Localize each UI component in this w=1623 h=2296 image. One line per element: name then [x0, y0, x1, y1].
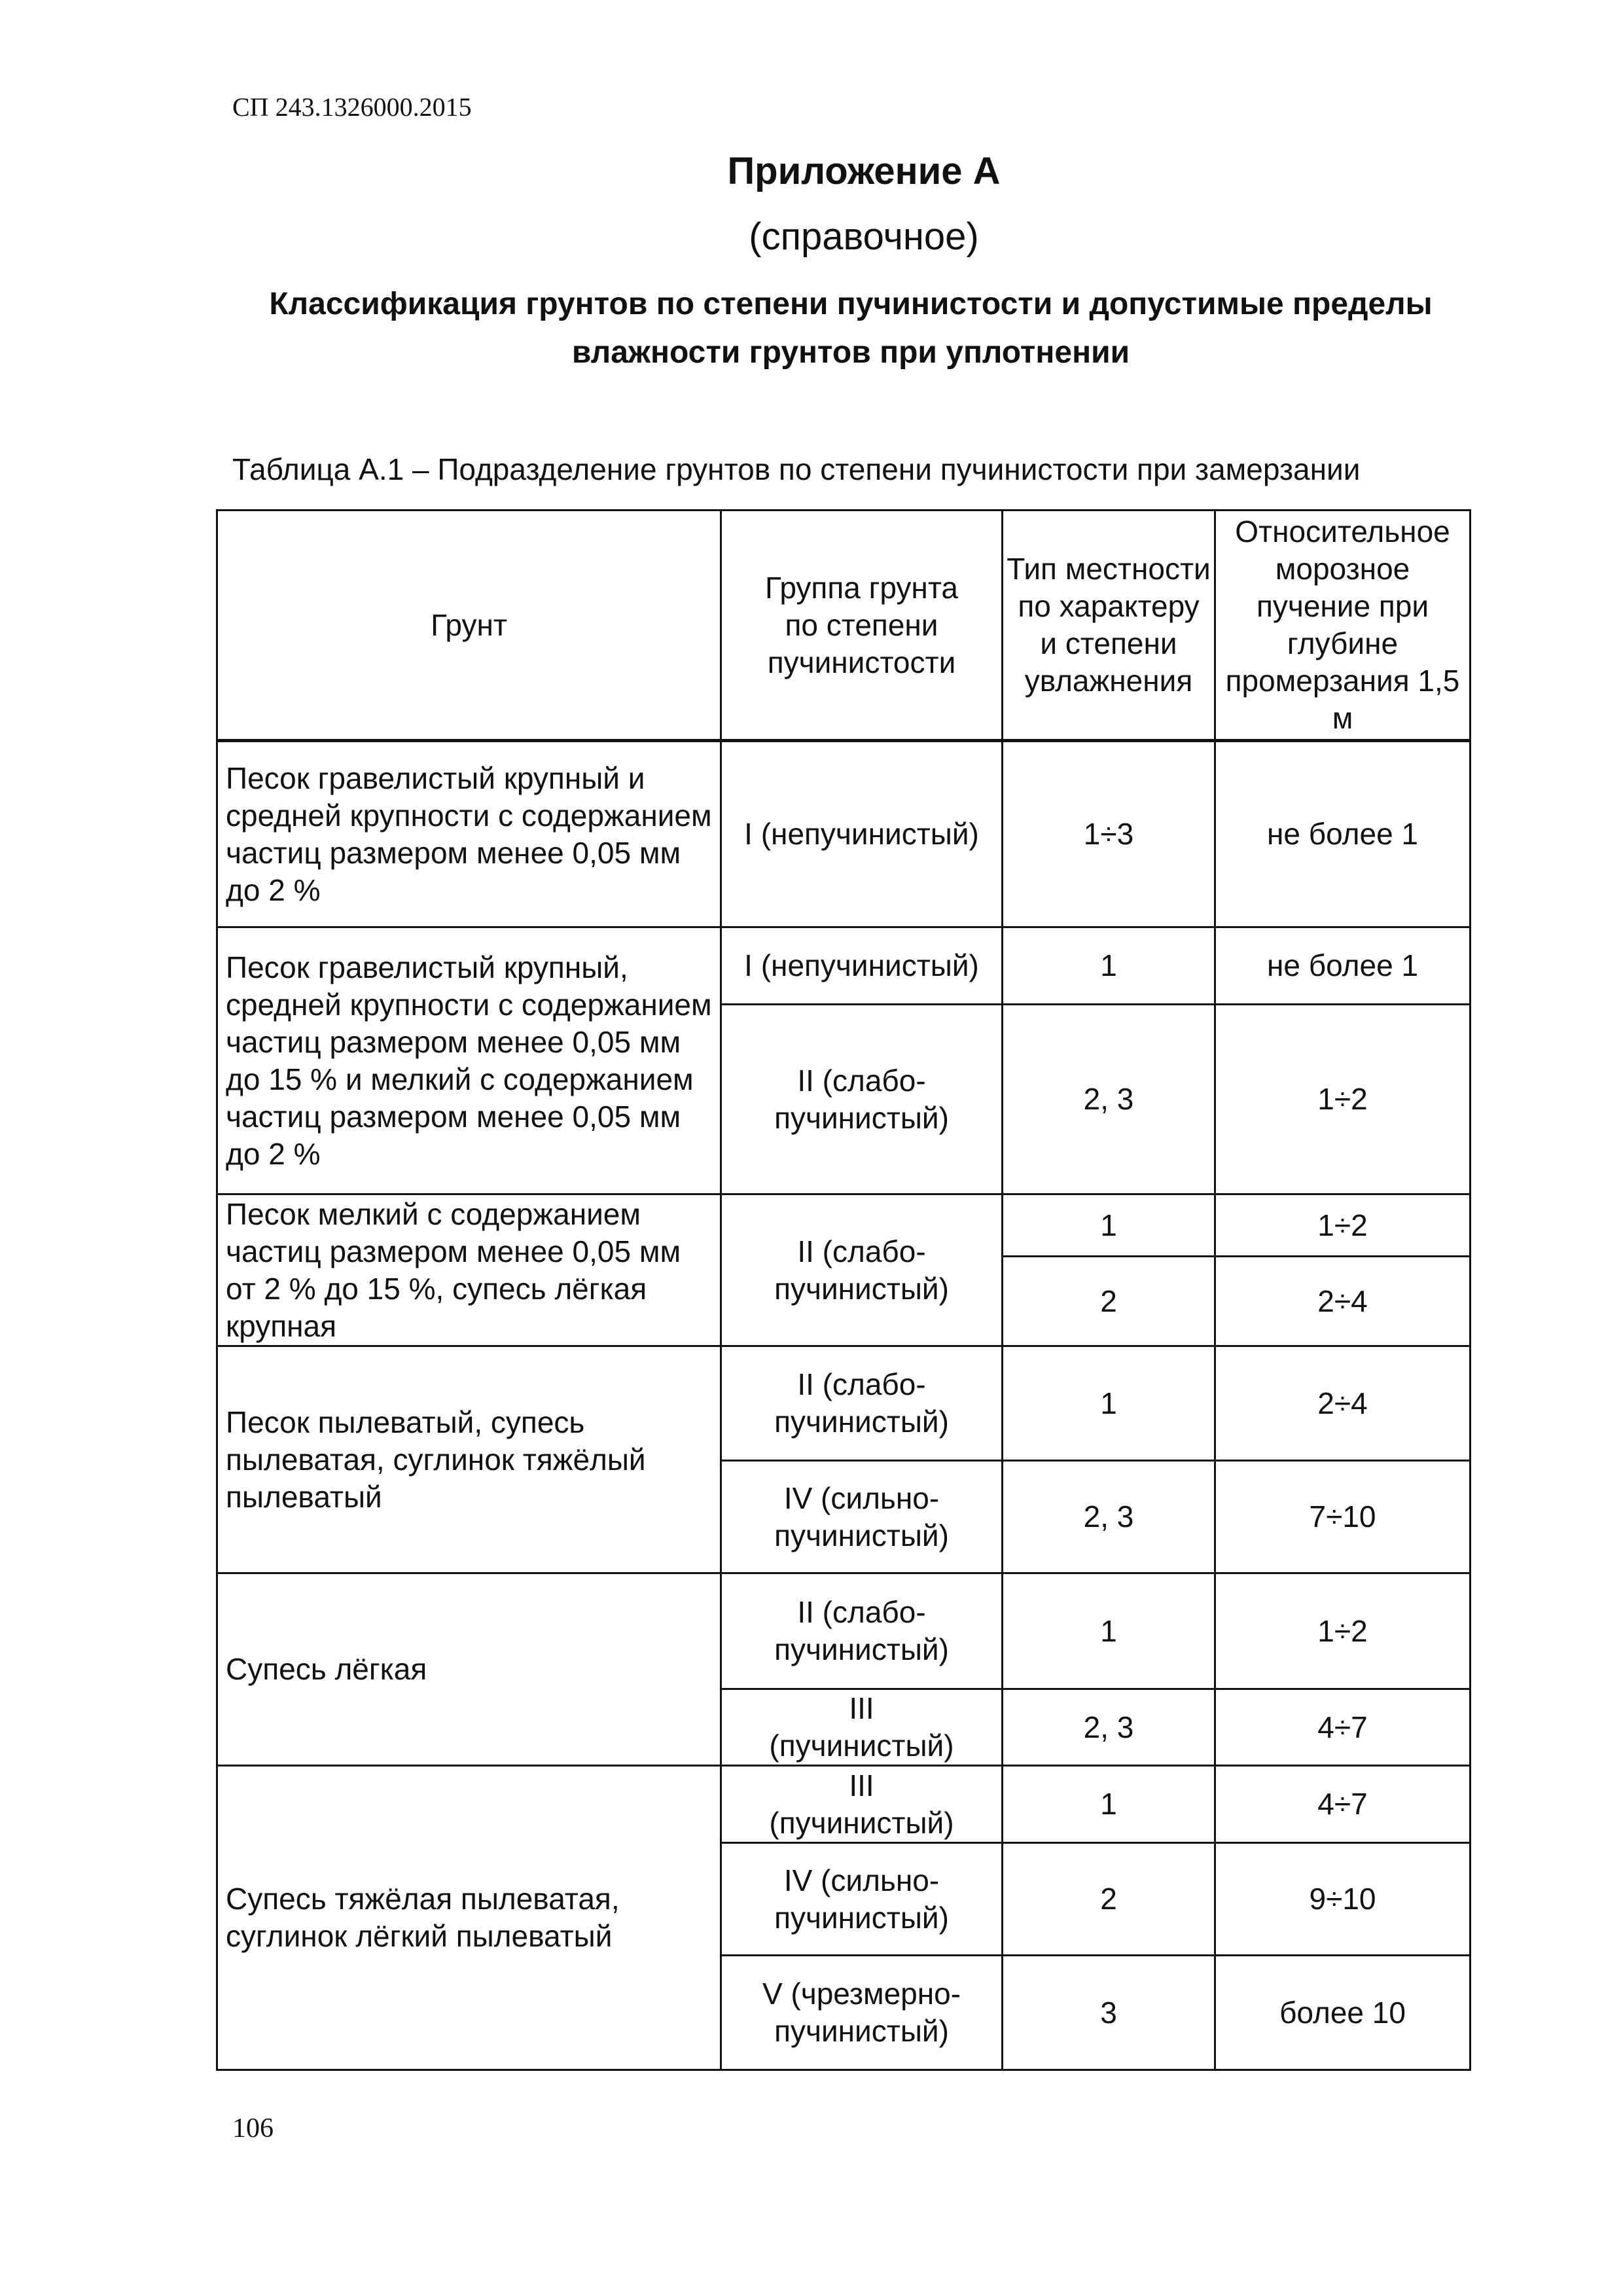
terrain-cell: 1: [1003, 1194, 1215, 1257]
heave-cell: 4÷7: [1215, 1689, 1471, 1766]
group-cell: II (слабо-пучинистый): [721, 1005, 1003, 1194]
terrain-cell: 1: [1003, 1346, 1215, 1461]
section-title: Классификация грунтов по степени пучинистости и допустимые пределы влажности грунтов при уплотнении: [269, 287, 1433, 370]
soil-cell: Песок мелкий с содержанием частиц размером менее 0,05 мм от 2 % до 15 %, супесь лёгкая крупная: [217, 1194, 721, 1346]
terrain-cell: 1: [1003, 1573, 1215, 1689]
soil-cell: Песок гравелистый крупный и средней крупности с содержанием частиц размером менее 0,05 мм до 2 %: [217, 741, 721, 927]
table-row: [217, 1766, 1471, 1843]
heave-cell: не более 1: [1215, 927, 1471, 1005]
soil-cell: Песок гравелистый крупный, средней крупности с содержанием частиц размером менее 0,05 мм до 15 % и мелкий с содержанием частиц размером менее 0,05 мм до 2 %: [217, 927, 721, 1194]
table-row: [217, 1194, 1471, 1257]
page-number: 106: [232, 2113, 274, 2144]
group-cell: III (пучинистый): [721, 1766, 1003, 1843]
table-row: [217, 741, 1471, 927]
heave-cell: более 10: [1215, 1956, 1471, 2070]
heave-cell: 2÷4: [1215, 1257, 1471, 1346]
terrain-cell: 1÷3: [1003, 741, 1215, 927]
frost-heave-table: [216, 509, 1471, 2071]
terrain-cell: 2, 3: [1003, 1689, 1215, 1766]
group-cell: IV (сильно-пучинистый): [721, 1461, 1003, 1573]
heave-cell: 4÷7: [1215, 1766, 1471, 1843]
terrain-cell: 1: [1003, 1766, 1215, 1843]
soil-cell: Супесь лёгкая: [217, 1573, 721, 1766]
group-cell: III (пучинистый): [721, 1689, 1003, 1766]
heave-cell: 9÷10: [1215, 1843, 1471, 1956]
group-cell: V (чрезмерно-пучинистый): [721, 1956, 1003, 2070]
appendix-type: (справочное): [749, 215, 979, 258]
heave-cell: 1÷2: [1215, 1194, 1471, 1257]
appendix-title: Приложение А: [727, 150, 1001, 192]
table-row: [217, 1346, 1471, 1461]
group-cell: II (слабо-пучинистый): [721, 1346, 1003, 1461]
terrain-cell: 3: [1003, 1956, 1215, 2070]
header-terrain: Тип местности по характеру и степени увлажнения: [1003, 511, 1215, 741]
group-cell: II (слабо-пучинистый): [721, 1573, 1003, 1689]
group-cell: I (непучинистый): [721, 741, 1003, 927]
heave-cell: 1÷2: [1215, 1005, 1471, 1194]
header-soil: Грунт: [217, 511, 721, 741]
terrain-cell: 2, 3: [1003, 1461, 1215, 1573]
terrain-cell: 1: [1003, 927, 1215, 1005]
terrain-cell: 2, 3: [1003, 1005, 1215, 1194]
group-cell: IV (сильно-пучинистый): [721, 1843, 1003, 1956]
group-cell: II (слабо-пучинистый): [721, 1194, 1003, 1346]
header-group: Группа грунта по степени пучинистости: [721, 511, 1003, 741]
terrain-cell: 2: [1003, 1257, 1215, 1346]
table-row: [217, 927, 1471, 1005]
heave-cell: 1÷2: [1215, 1573, 1471, 1689]
heave-cell: не более 1: [1215, 741, 1471, 927]
heave-cell: 7÷10: [1215, 1461, 1471, 1573]
heave-cell: 2÷4: [1215, 1346, 1471, 1461]
header-heave: Относительное морозное пучение при глубине промерзания 1,5 м: [1215, 511, 1471, 741]
table-caption: Таблица А.1 – Подразделение грунтов по степени пучинистости при замерзании: [232, 452, 1361, 486]
table-header-row: [217, 511, 1471, 741]
soil-cell: Песок пылеватый, супесь пылеватая, суглинок тяжёлый пылеватый: [217, 1346, 721, 1573]
group-cell: I (непучинистый): [721, 927, 1003, 1005]
soil-cell: Супесь тяжёлая пылеватая, суглинок лёгкий пылеватый: [217, 1766, 721, 2070]
terrain-cell: 2: [1003, 1843, 1215, 1956]
document-code: СП 243.1326000.2015: [232, 92, 472, 122]
table-row: [217, 1573, 1471, 1689]
